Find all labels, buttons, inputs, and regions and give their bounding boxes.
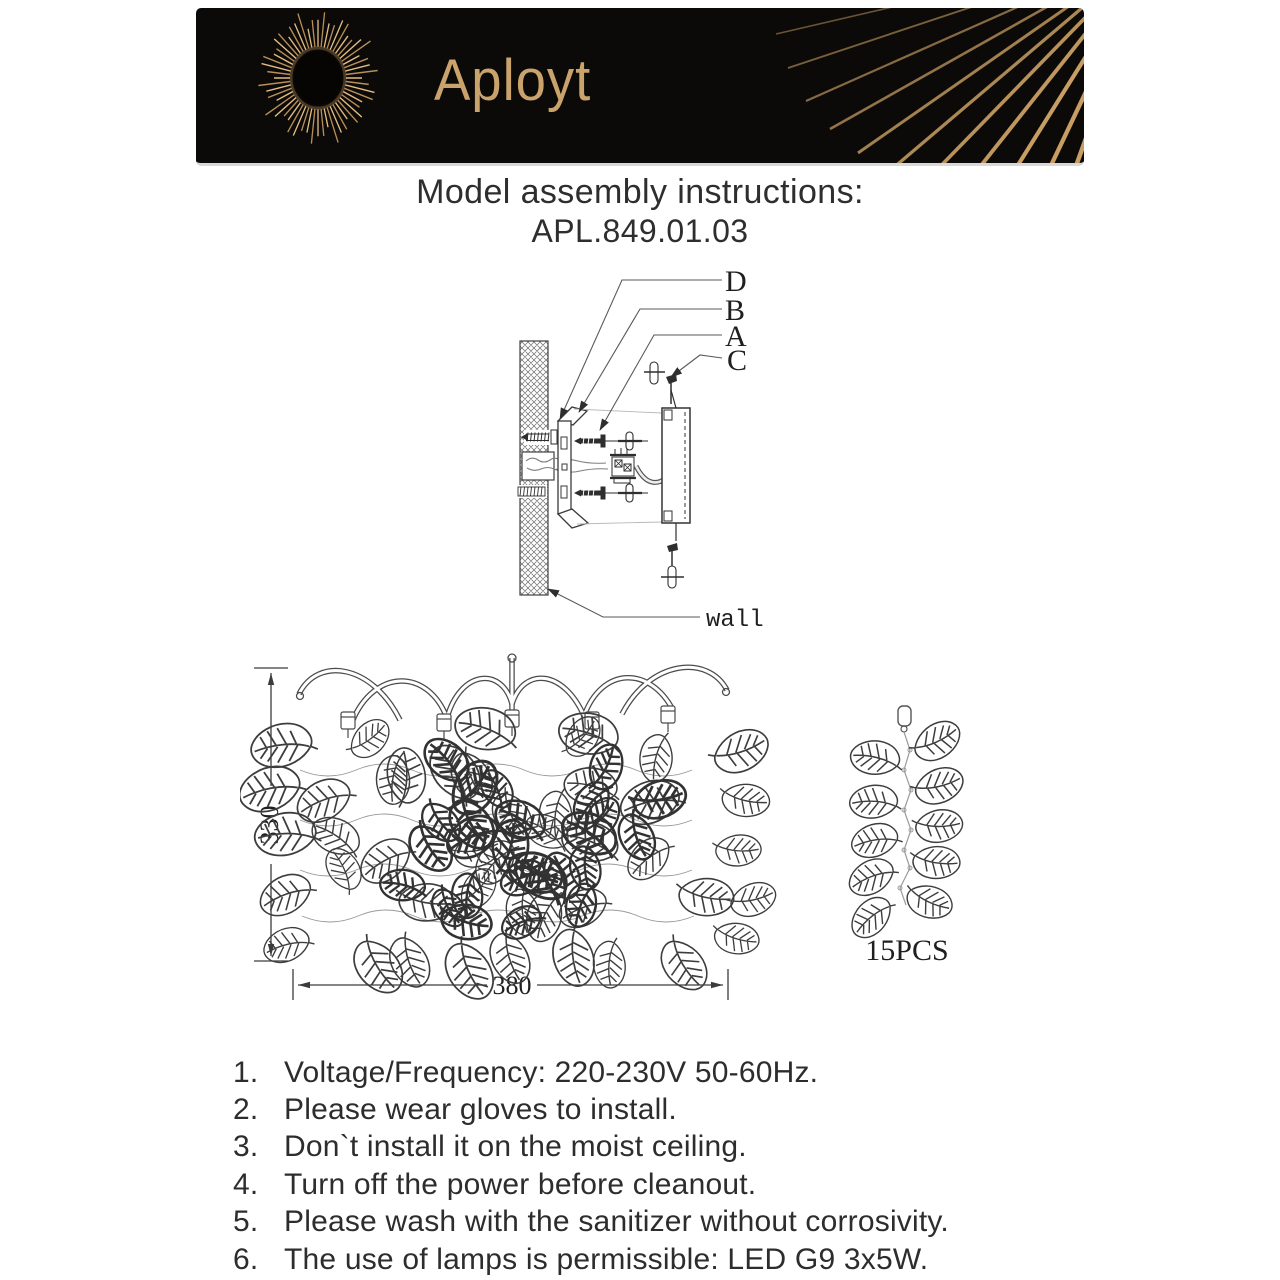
instructions-list: [233, 1054, 949, 1278]
brand-name: Aployt: [434, 48, 592, 113]
leader-lines: [548, 280, 722, 617]
fixture-backplate: [662, 408, 690, 523]
instruction-text: The use of lamps is permissible: LED G9 3x5W.: [284, 1242, 929, 1276]
instruction-text: Turn off the power before cleanout.: [284, 1167, 757, 1201]
instruction-text: Please wash with the sanitizer without corrosivity.: [284, 1205, 949, 1239]
instruction-item: [233, 1204, 949, 1241]
sunburst-logo-icon: [258, 12, 377, 143]
instruction-number: 4.: [233, 1167, 259, 1201]
leaf-strand-part: [820, 668, 1020, 988]
instruction-number: 5.: [233, 1205, 259, 1239]
model-number: APL.849.01.03: [531, 213, 749, 249]
strand-count-label: 15PCS: [865, 934, 949, 967]
instruction-item: [233, 1091, 949, 1128]
brand-banner: [196, 8, 1084, 166]
label-wall: wall: [706, 607, 764, 634]
label-a: A: [725, 320, 747, 353]
instruction-item: [233, 1166, 949, 1203]
instruction-text: Voltage/Frequency: 220-230V 50-60Hz.: [284, 1055, 819, 1089]
label-c: C: [727, 344, 748, 377]
instruction-number: 6.: [233, 1242, 259, 1276]
screw-bottom: [661, 523, 684, 588]
label-d: D: [725, 265, 747, 298]
wall-screw-upper: [521, 430, 558, 445]
banner-art: [196, 8, 1084, 163]
instruction-item: [233, 1054, 949, 1091]
instruction-number: 3.: [233, 1130, 259, 1164]
corner-rays-icon: [768, 8, 1084, 163]
instruction-number: 2.: [233, 1093, 259, 1127]
mounting-bracket: [558, 407, 588, 528]
wall-anchor-lower: [516, 485, 547, 498]
terminal-block: [610, 448, 636, 483]
instruction-text: Don`t install it on the moist ceiling.: [284, 1130, 747, 1164]
page-title: Model assembly instructions:: [416, 173, 864, 211]
strand-chain: [898, 706, 913, 905]
instruction-item: [233, 1241, 949, 1278]
instruction-number: 1.: [233, 1055, 259, 1089]
instruction-text: Please wear gloves to install.: [284, 1093, 677, 1127]
fixture-dimension-drawing: [240, 648, 785, 1043]
strand-leaves: [843, 716, 966, 943]
title-block: [0, 172, 1280, 250]
screw-c: [644, 362, 677, 408]
label-b: B: [725, 294, 746, 327]
height-dimension-label: 330: [255, 805, 284, 845]
instruction-item: [233, 1129, 949, 1166]
width-dimension-label: 380: [492, 971, 532, 1000]
wall-mount-diagram: [480, 255, 800, 650]
